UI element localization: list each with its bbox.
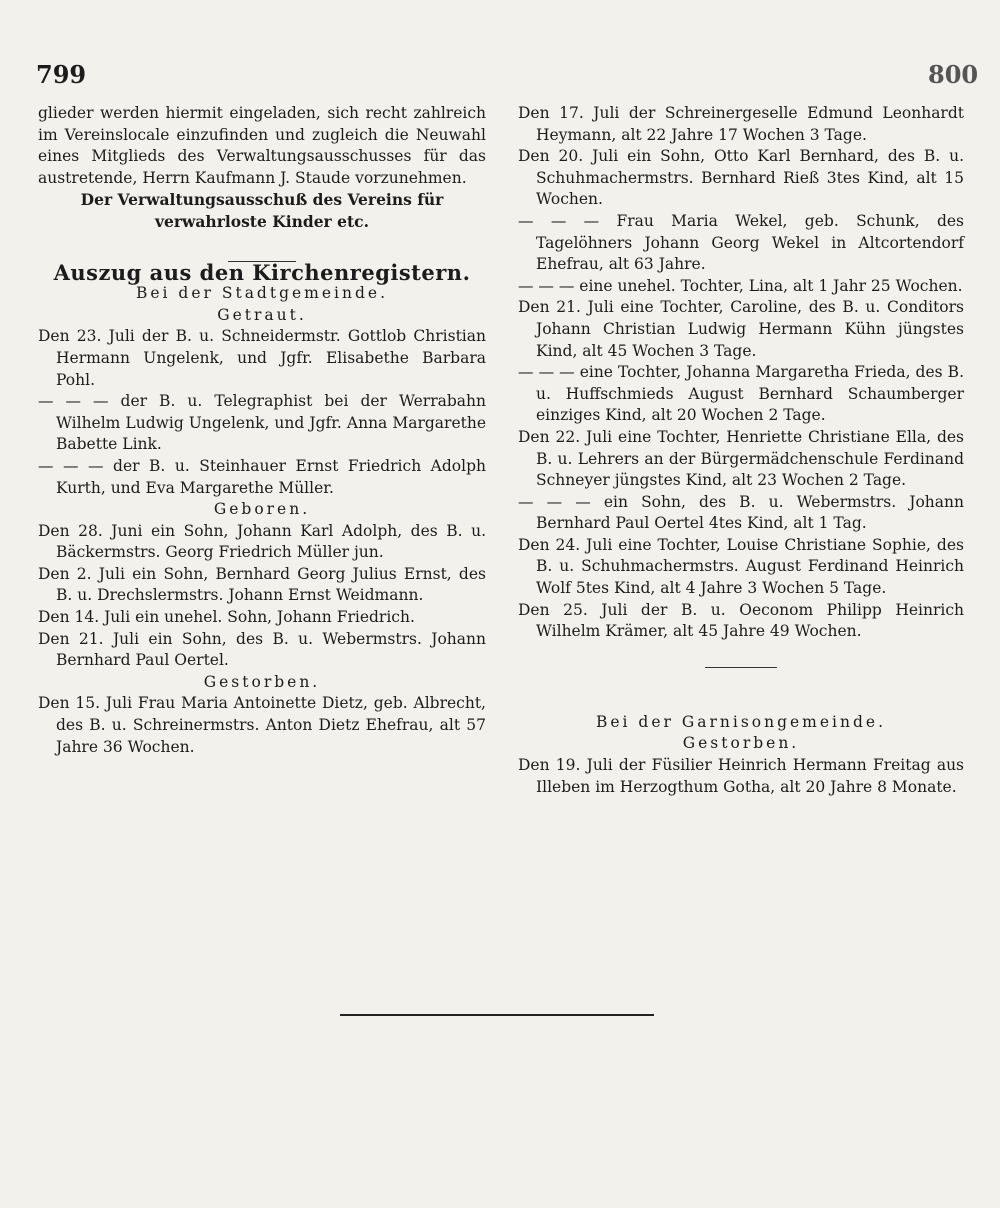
- page-number-left: 799: [36, 60, 87, 89]
- born-entry: Den 2. Juli ein Sohn, Bernhard Georg Julius Ernst, des B. u. Drechslermstrs. Johann Ernst Weidmann.: [38, 564, 486, 605]
- died-entry: Den 24. Juli eine Tochter, Louise Christiane Sophie, des B. u. Schuhmachermstrs. August Ferdinand Heinrich Wolf 5tes Kind, alt 4 Jahre 3 Wochen 5 Tage.: [518, 535, 964, 598]
- bottom-rule: [340, 1014, 654, 1016]
- died-entry: Den 15. Juli Frau Maria Antoinette Dietz, geb. Albrecht, des B. u. Schreinermstrs. Anton Dietz Ehefrau, alt 57 Jahre 36 Wochen.: [38, 694, 486, 756]
- page-number-right: 800: [928, 60, 979, 89]
- died-entry: Den 17. Juli der Schreinergeselle Edmund Leonhardt Heymann, alt 22 Jahre 17 Wochen 3 Tage.: [518, 104, 964, 144]
- died-entry: — — — Frau Maria Wekel, geb. Schunk, des Tagelöhners Johann Georg Wekel in Altcortendorf Ehefrau, alt 63 Jahre.: [518, 211, 964, 274]
- right-column: [518, 103, 964, 798]
- born-heading: Geboren.: [213, 500, 311, 519]
- married-heading: Getraut.: [217, 305, 307, 324]
- died-heading: Gestorben.: [203, 672, 321, 691]
- garrison-congregation-heading: Bei der Garnisongemeinde.: [595, 712, 887, 731]
- died-entry: — — — eine unehel. Tochter, Lina, alt 1 Jahr 25 Wochen.: [518, 276, 963, 295]
- born-entry: Den 21. Juli ein Sohn, des B. u. Webermstrs. Johann Bernhard Paul Oertel.: [38, 629, 486, 670]
- died-entry: Den 22. Juli eine Tochter, Henriette Christiane Ella, des B. u. Lehrers an der Bürgermädchenschule Ferdinand Schneyer jüngstes Kind, alt 23 Wochen 2 Tage.: [518, 427, 964, 490]
- garrison-died-entry: Den 19. Juli der Füsilier Heinrich Hermann Freitag aus Illeben im Herzogthum Gotha, alt 20 Jahre 8 Monate.: [518, 756, 964, 796]
- married-entry: — — — der B. u. Steinhauer Ernst Friedrich Adolph Kurth, und Eva Margarethe Müller.: [38, 456, 486, 497]
- died-entry: — — — eine Tochter, Johanna Margaretha Frieda, des B. u. Huffschmieds August Bernhard Schaumberger einziges Kind, alt 20 Wochen 2 Tage.: [518, 363, 964, 425]
- died-entry: — — — ein Sohn, des B. u. Webermstrs. Johann Bernhard Paul Oertel 4tes Kind, alt 1 Tag.: [518, 492, 964, 533]
- born-entry: Den 14. Juli ein unehel. Sohn, Johann Friedrich.: [38, 608, 415, 627]
- died-entry: Den 25. Juli der B. u. Oeconom Philipp Heinrich Wilhelm Krämer, alt 45 Jahre 49 Wochen.: [518, 600, 964, 641]
- died-entry: Den 21. Juli eine Tochter, Caroline, des B. u. Conditors Johann Christian Ludwig Hermann Kühn jüngstes Kind, alt 45 Wochen 3 Tage.: [518, 298, 964, 360]
- intro-paragraph: glieder werden hiermit eingeladen, sich recht zahlreich im Vereinslocale einzufinden und zugleich die Neuwahl eines Mitglieds des Verwaltungsausschusses für das austretende, Herrn Kaufmann J. Staude vorzunehmen.: [38, 104, 486, 187]
- divider: [705, 667, 777, 668]
- left-column: [38, 103, 486, 758]
- signature: Der Verwaltungsausschuß des Vereins für verwahrloste Kinder etc.: [80, 190, 444, 231]
- married-entry: — — — der B. u. Telegraphist bei der Werrabahn Wilhelm Ludwig Ungelenk, und Jgfr. Anna Margarethe Babette Link.: [38, 392, 486, 454]
- married-entry: Den 23. Juli der B. u. Schneidermstr. Gottlob Christian Hermann Ungelenk, und Jgfr. Elisabethe Barbara Pohl.: [38, 327, 486, 389]
- section-title: Auszug aus den Kirchenregistern.: [53, 259, 471, 285]
- congregation-heading: Bei der Stadtgemeinde.: [135, 284, 389, 303]
- born-entry: Den 28. Juni ein Sohn, Johann Karl Adolph, des B. u. Bäckermstrs. Georg Friedrich Müller jun.: [38, 521, 486, 562]
- died-entry: Den 20. Juli ein Sohn, Otto Karl Bernhard, des B. u. Schuhmachermstrs. Bernhard Rieß 3tes Kind, alt 15 Wochen.: [518, 147, 964, 209]
- garrison-died-heading: Gestorben.: [682, 734, 800, 753]
